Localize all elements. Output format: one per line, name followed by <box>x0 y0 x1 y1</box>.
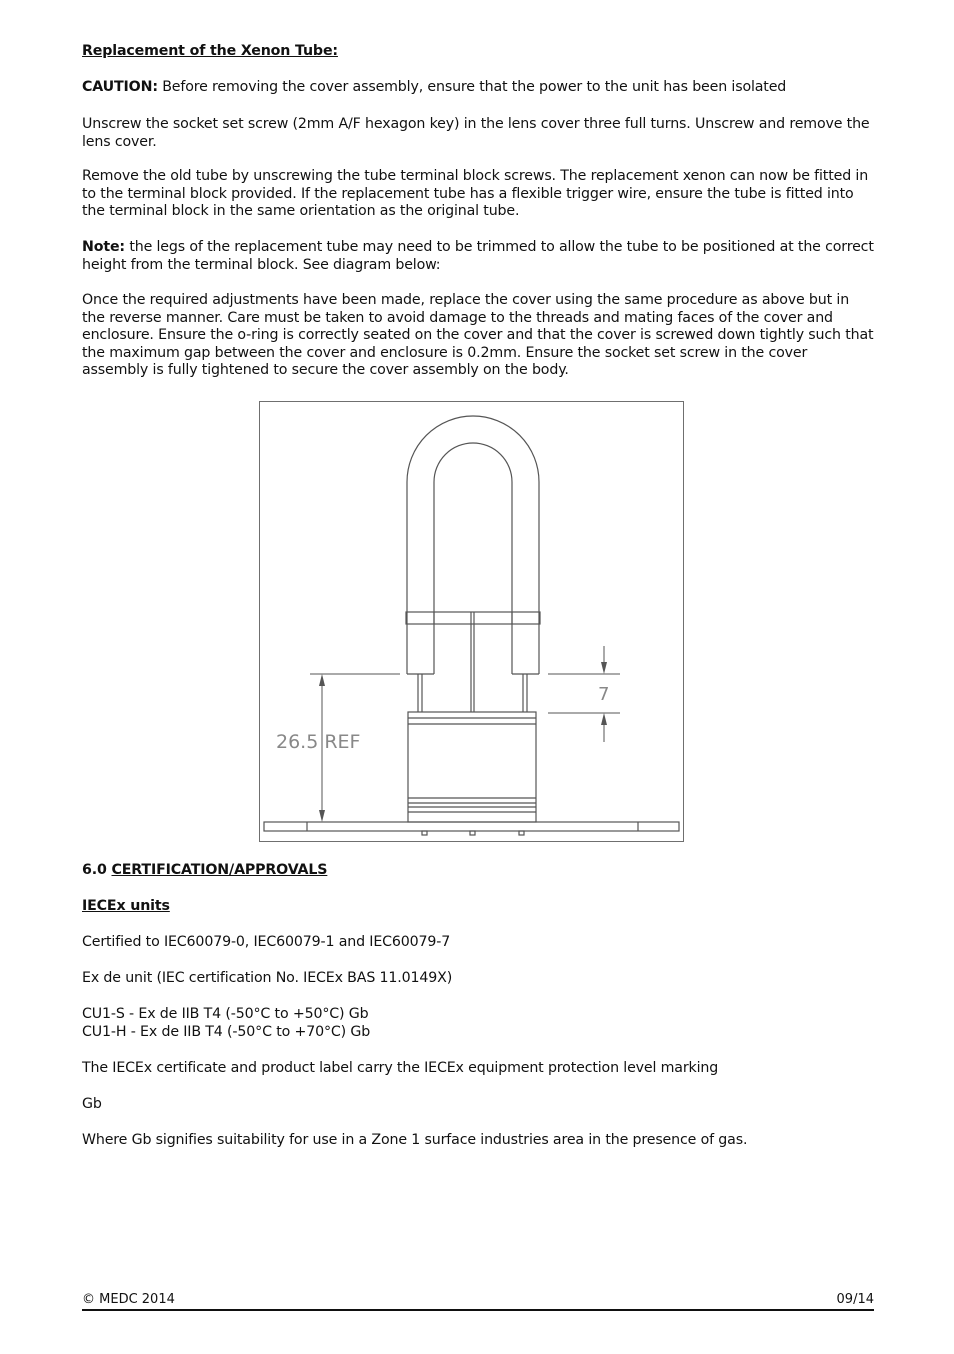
gb-line: Gb <box>82 1096 102 1112</box>
dimension-label-total: 26.5 REF <box>276 731 361 753</box>
tube-inner-arc <box>434 443 512 482</box>
caution-text: Before removing the cover assembly, ensure that the power to the unit has been isolated <box>157 79 787 95</box>
where-gb-line: Where Gb signifies suitability for use in a Zone 1 surface industries area in the presence of gas. <box>82 1132 748 1148</box>
footer-copyright: © MEDC 2014 <box>82 1292 175 1307</box>
section-heading-certification <box>82 862 327 880</box>
tube-outer-arc <box>407 416 539 482</box>
ex-unit-line: Ex de unit (IEC certification No. IECEx BAS 11.0149X) <box>82 970 453 986</box>
note-paragraph <box>82 239 874 274</box>
certified-line: Certified to IEC60079-0, IEC60079-1 and IEC60079-7 <box>82 934 451 950</box>
note-label: Note: <box>82 239 125 255</box>
paragraph-remove-tube: Remove the old tube by unscrewing the tube terminal block screws. The replacement xenon can now be fitted in to the terminal block provided. If the replacement tube has a flexible trigger wire, ensure the tube is fitted into the terminal block in the same orientation as the original tube. <box>82 168 869 220</box>
xenon-tube-diagram <box>259 401 684 842</box>
section-number: 6.0 <box>82 862 112 878</box>
tube-clamp-band <box>406 612 540 624</box>
paragraph-unscrew: Unscrew the socket set screw (2mm A/F hexagon key) in the lens cover three full turns. Unscrew and remove the lens cover. <box>82 116 870 150</box>
caution-paragraph <box>82 79 786 97</box>
footer-date: 09/14 <box>836 1292 874 1307</box>
cu1s-line: CU1-S - Ex de IIB T4 (-50°C to +50°C) Gb <box>82 1006 369 1022</box>
subtitle-iecex: IECEx units <box>82 898 170 914</box>
note-text: the legs of the replacement tube may need to be trimmed to allow the tube to be positioned at the correct height from the terminal block. See diagram below: <box>82 239 874 273</box>
page-footer <box>82 1292 874 1311</box>
cu1h-line: CU1-H - Ex de IIB T4 (-50°C to +70°C) Gb <box>82 1024 371 1040</box>
section-title-certification: CERTIFICATION/APPROVALS <box>111 862 328 878</box>
paragraph-reassembly: Once the required adjustments have been made, replace the cover using the same procedure as above but in the reverse manner. Care must be taken to avoid damage to the threads and mating faces of the cover and enclosure. Ensure the o-ring is correctly seated on the cover and that the cover is screwed down tightly such that the maximum gap between the cover and enclosure is 0.2mm. Ensure the socket set screw in the cover assembly is fully tightened to secure the cover assembly on the body. <box>82 292 874 379</box>
tube-drawing <box>260 402 685 843</box>
terminal-block <box>408 712 536 822</box>
dimension-label-leg: 7 <box>598 684 610 705</box>
section-title-replacement: Replacement of the Xenon Tube: <box>82 43 338 59</box>
caution-label: CAUTION: <box>82 79 158 95</box>
label-marking-line: The IECEx certificate and product label carry the IECEx equipment protection level marking <box>82 1060 719 1076</box>
base-plate <box>264 822 679 831</box>
